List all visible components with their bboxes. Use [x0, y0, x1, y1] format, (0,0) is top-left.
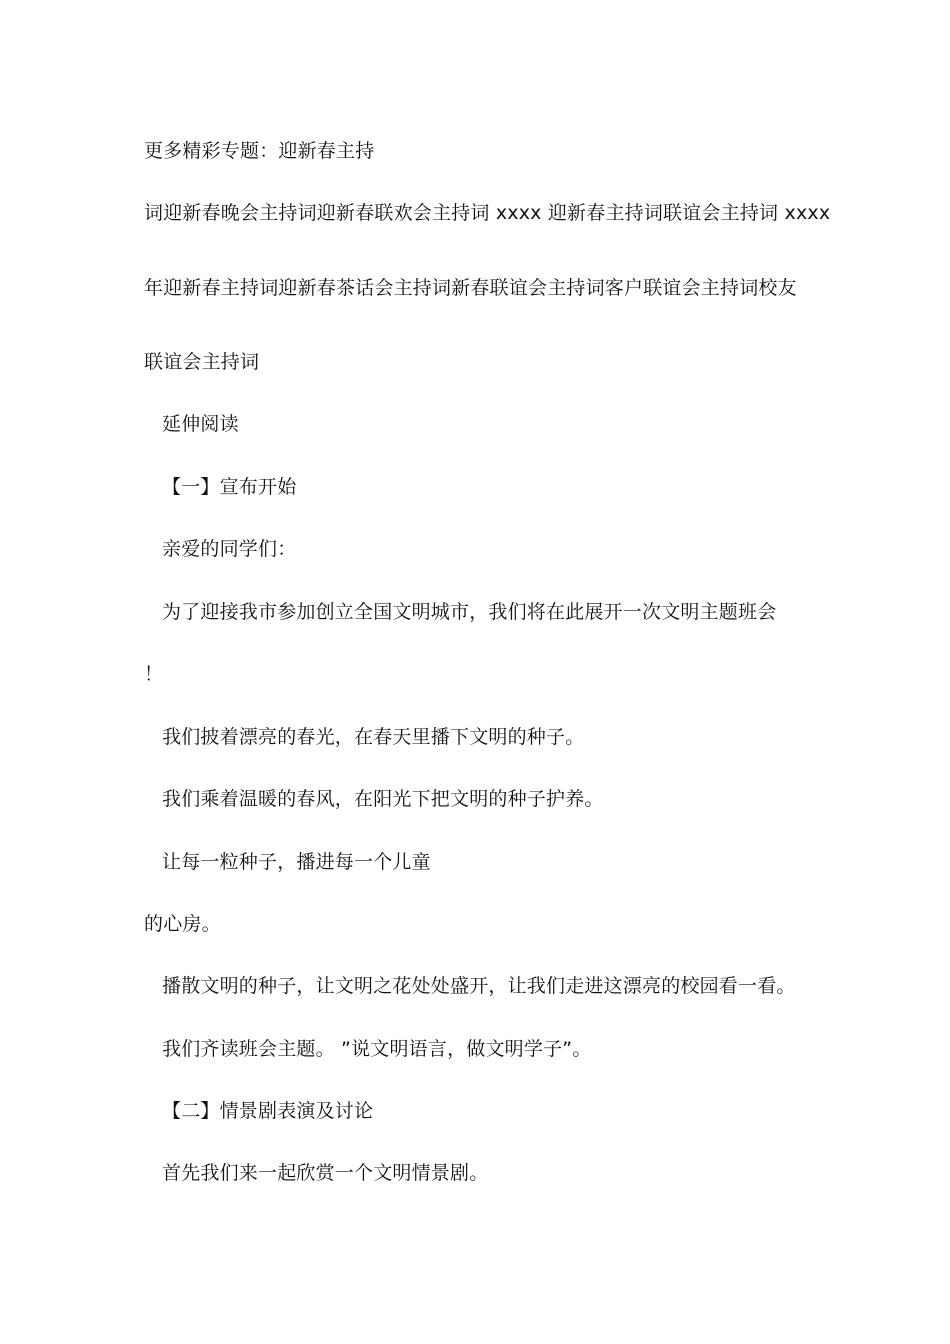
topics-line-2: 年迎新春主持词迎新春茶话会主持词新春联谊会主持词客户联谊会主持词校友 — [144, 277, 797, 299]
topics-heading: 更多精彩专题：迎新春主持 — [144, 140, 375, 162]
paragraph-theme: 我们齐读班会主题。 ”说文明语言，做文明学子”。 — [162, 1038, 592, 1060]
extended-reading-heading: 延伸阅读 — [162, 413, 239, 435]
paragraph-intro-end: ！ — [144, 663, 164, 685]
topics-line-1: 词迎新春晚会主持词迎新春联欢会主持词 xxxx 迎新春主持词联谊会主持词 xxxx — [144, 202, 831, 224]
greeting: 亲爱的同学们： — [162, 538, 297, 560]
paragraph-spring-wind: 我们乘着温暖的春风，在阳光下把文明的种子护养。 — [162, 788, 604, 810]
section-2-heading: 【二】情景剧表演及讨论 — [162, 1100, 374, 1122]
section-1-heading: 【一】宣布开始 — [162, 476, 297, 498]
paragraph-seed-end: 的心房。 — [144, 913, 221, 935]
topics-line-3: 联谊会主持词 — [144, 351, 260, 373]
paragraph-scene: 首先我们来一起欣赏一个文明情景剧。 — [162, 1162, 489, 1184]
paragraph-seed: 让每一粒种子，播进每一个儿童 — [162, 851, 431, 873]
paragraph-spring-light: 我们披着漂亮的春光，在春天里播下文明的种子。 — [162, 726, 585, 748]
paragraph-intro: 为了迎接我市参加创立全国文明城市，我们将在此展开一次文明主题班会 — [162, 601, 777, 623]
paragraph-spread: 播散文明的种子，让文明之花处处盛开，让我们走进这漂亮的校园看一看。 — [162, 975, 796, 997]
